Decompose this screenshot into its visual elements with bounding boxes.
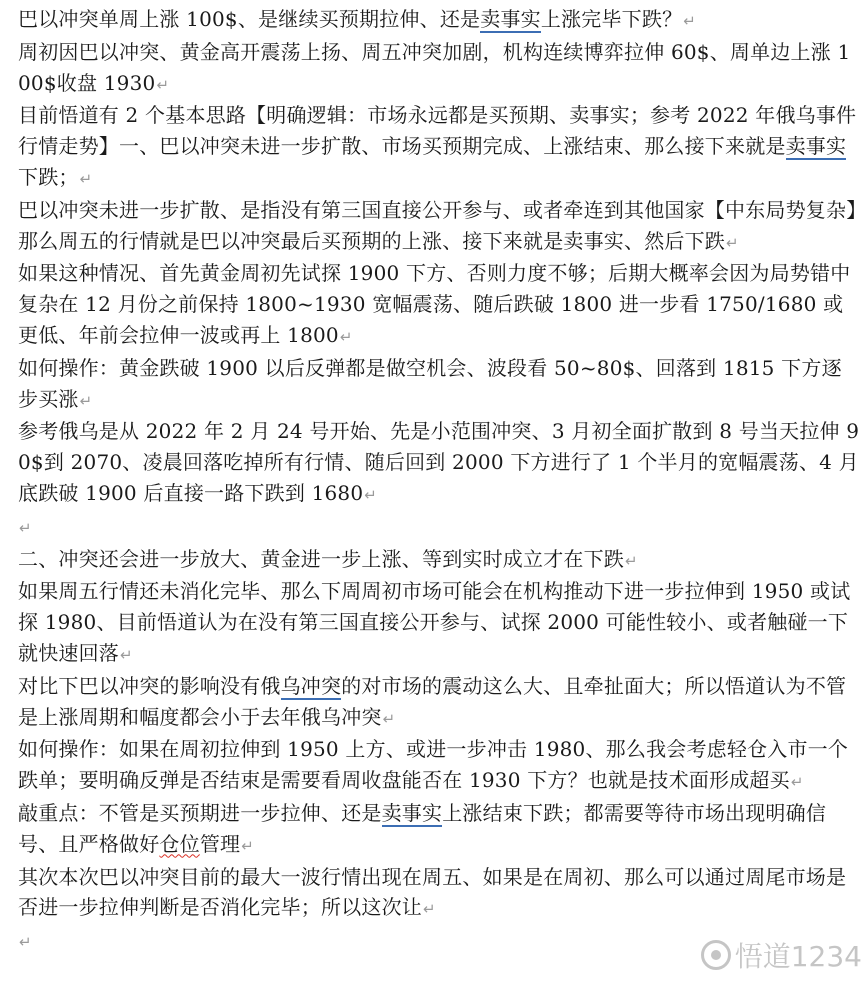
text-run: 巴以冲突未进一步扩散、是指没有第三国直接公开参与、或者牵连到其他国家【中东局势复杂】那么周五的行情就是巴以冲突最后买预期的上涨、接下来就是卖事实、然后下跌 <box>18 197 857 253</box>
paragraph <box>18 544 860 577</box>
text-run: 上涨完毕下跌？ <box>540 7 683 31</box>
paragraph <box>18 925 860 958</box>
paragraph-mark-icon: ↵ <box>364 485 378 504</box>
paragraph <box>18 511 860 544</box>
underlined-text: 乌冲突 <box>280 673 342 698</box>
paragraph-mark-icon: ↵ <box>79 169 93 188</box>
paragraph <box>18 37 860 101</box>
paragraph <box>18 4 860 37</box>
paragraph-mark-icon: ↵ <box>625 551 638 570</box>
watermark-text: 悟道1234 <box>734 940 862 973</box>
text-run: 目前悟道有 2 个基本思路【明确逻辑：市场永远都是买预期、卖事实；参考 2022 年俄乌事件行情走势】一、巴以冲突未进一步扩散、市场买预期完成、上涨结束、那么接下来就是 <box>18 103 857 159</box>
paragraph-mark-icon: ↵ <box>423 900 436 919</box>
text-run: 对比下巴以冲突的影响没有俄 <box>18 673 281 698</box>
underlined-text: 仓位 <box>159 831 200 856</box>
paragraph-mark-icon: ↵ <box>726 233 739 252</box>
text-run: 如果周五行情还未消化完毕、那么下周周初市场可能会在机构推动下进一步拉伸到 1950 或试探 1980、目前悟道认为在没有第三国直接公开参与、试探 2000 可能性较小、或者触碰一下就快速回落 <box>18 579 851 665</box>
paragraph <box>18 258 860 352</box>
paragraph <box>18 798 860 862</box>
underlined-text: 卖事实 <box>785 134 847 159</box>
paragraph-mark-icon: ↵ <box>382 709 396 728</box>
paragraph-mark-icon: ↵ <box>241 836 254 855</box>
paragraph <box>18 862 860 926</box>
text-run: 周初因巴以冲突、黄金高开震荡上扬、周五冲突加剧，机构连续博弈拉伸 60$、周单边上涨 100$收盘 1930 <box>18 39 851 95</box>
text-run: 如果这种情况、首先黄金周初先试探 1900 下方、否则力度不够；后期大概率会因为局势错中复杂在 12 月份之前保持 1800~1930 宽幅震荡、随后跌破 1800 进一步看 1750/1680 或更低、年前会拉伸一波或再上 1800 <box>18 261 851 347</box>
text-run: 参考俄乌是从 2022 年 2 月 24 号开始、先是小范围冲突、3 月初全面扩散到 8 号当天拉伸 90$到 2070、凌晨回落吃掉所有行情、随后回到 2000 下方进行了 1 个半月的宽幅震荡、4 月底跌破 1900 后直接一路下跌到 1680 <box>18 419 860 505</box>
text-run: 管理 <box>199 831 241 856</box>
underlined-text: 卖事实 <box>381 800 443 825</box>
text-run: 的对市场的震动这么大、且牵扯面大；所以悟道认为不管是上涨周期和幅度都会小于去年俄乌冲突 <box>18 673 847 729</box>
paragraph <box>18 416 860 510</box>
paragraph-mark-icon: ↵ <box>790 773 804 792</box>
text-run: 巴以冲突单周上涨 100$、是继续买预期拉伸、还是 <box>18 7 481 31</box>
paragraph-mark-icon: ↵ <box>79 391 93 410</box>
paragraph-mark-icon: ↵ <box>156 75 170 94</box>
document-body <box>18 4 860 958</box>
text-run: 敲重点：不管是买预期进一步拉伸、还是 <box>18 800 382 825</box>
paragraph <box>18 734 860 798</box>
text-run: 上涨结束下跌；都需要等待市场出现明确信号、且严格做好 <box>18 800 827 856</box>
text-run: 如何操作：如果在周初拉伸到 1950 上方、或进一步冲击 1980、那么我会考虑轻仓入市一个跌单；要明确反弹是否结束是需要看周收盘能否在 1930 下方？也就是技术面形成超买 <box>18 737 849 793</box>
underlined-text: 卖事实 <box>480 7 541 31</box>
text-run: 二、冲突还会进一步放大、黄金进一步上涨、等到实时成立才在下跌 <box>18 546 624 571</box>
text-run: 下跌； <box>18 164 79 189</box>
paragraph <box>18 671 860 735</box>
paragraph <box>18 100 860 194</box>
paragraph <box>18 195 860 259</box>
paragraph <box>18 353 860 417</box>
text-run: 如何操作：黄金跌破 1900 以后反弹都是做空机会、波段看 50~80$、回落到 1815 下方逐步买涨 <box>18 355 842 411</box>
paragraph-mark-icon: ↵ <box>339 327 353 346</box>
paragraph-mark-icon: ↵ <box>19 518 32 537</box>
paragraph <box>18 576 860 670</box>
paragraph-mark-icon: ↵ <box>19 933 32 952</box>
text-run: 其次本次巴以冲突目前的最大一波行情出现在周五、如果是在周初、那么可以通过周尾市场是否进一步拉伸判断是否消化完毕；所以这次让 <box>18 864 847 920</box>
paragraph-mark-icon: ↵ <box>683 12 697 30</box>
paragraph-mark-icon: ↵ <box>120 645 133 664</box>
